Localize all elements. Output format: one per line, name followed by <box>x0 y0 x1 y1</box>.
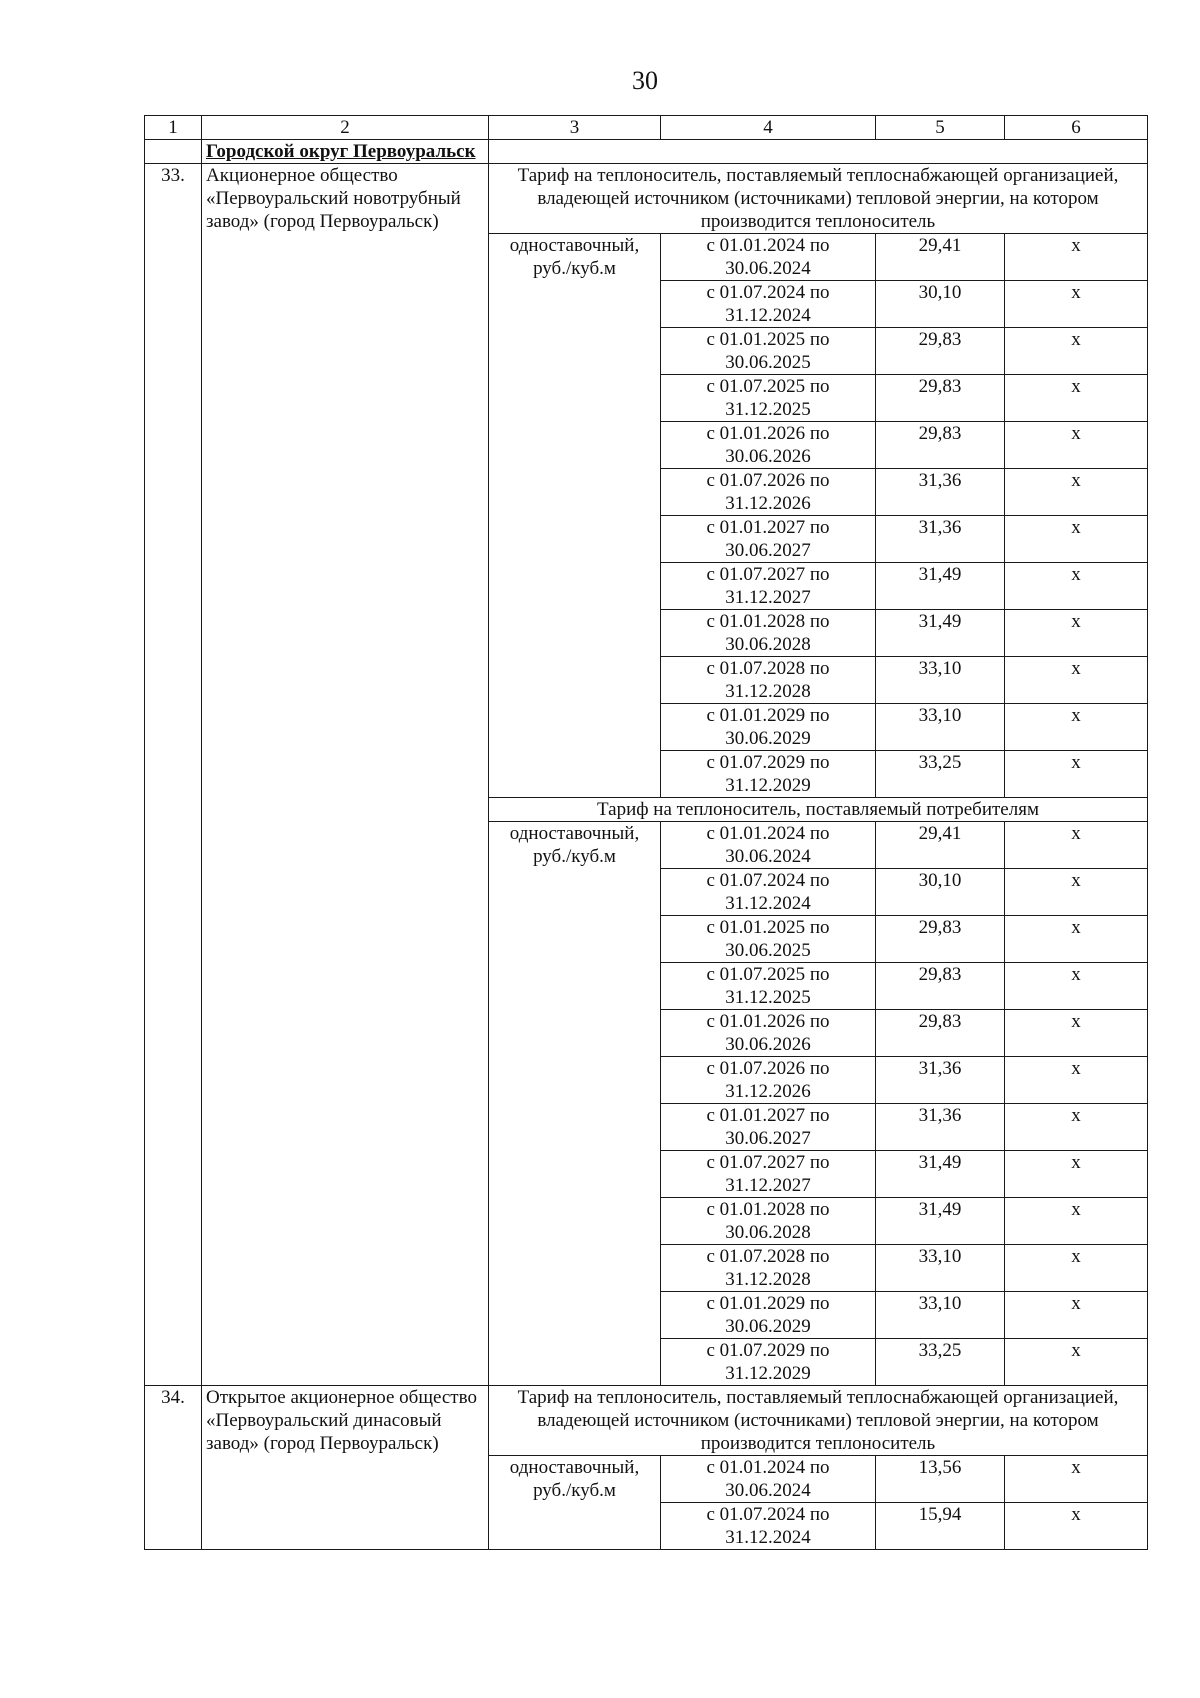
tariff-value: 30,10 <box>876 281 1005 328</box>
period-cell: с 01.01.2024 по 30.06.2024 <box>661 234 876 281</box>
period-cell: с 01.01.2026 по 30.06.2026 <box>661 1010 876 1057</box>
tariff-value: 29,41 <box>876 822 1005 869</box>
tariff-section-title: Тариф на теплоноситель, поставляемый потребителям <box>489 798 1148 822</box>
period-cell: с 01.07.2027 по 31.12.2027 <box>661 563 876 610</box>
column-number: 6 <box>1005 116 1148 140</box>
mark-cell: х <box>1005 563 1148 610</box>
page-number: 30 <box>632 66 658 95</box>
period-cell: с 01.01.2028 по 30.06.2028 <box>661 610 876 657</box>
period-cell: с 01.07.2028 по 31.12.2028 <box>661 657 876 704</box>
mark-cell: х <box>1005 1198 1148 1245</box>
tariff-value: 29,83 <box>876 916 1005 963</box>
period-cell: с 01.01.2026 по 30.06.2026 <box>661 422 876 469</box>
period-cell: с 01.07.2027 по 31.12.2027 <box>661 1151 876 1198</box>
tariff-value: 33,10 <box>876 704 1005 751</box>
period-cell: с 01.01.2024 по 30.06.2024 <box>661 822 876 869</box>
period-cell: с 01.01.2024 по 30.06.2024 <box>661 1456 876 1503</box>
period-cell: с 01.07.2026 по 31.12.2026 <box>661 1057 876 1104</box>
column-number: 3 <box>489 116 661 140</box>
tariff-value: 29,41 <box>876 234 1005 281</box>
period-cell: с 01.01.2029 по 30.06.2029 <box>661 704 876 751</box>
mark-cell: х <box>1005 1245 1148 1292</box>
mark-cell: х <box>1005 1151 1148 1198</box>
mark-cell: х <box>1005 751 1148 798</box>
district-number-cell <box>145 140 202 164</box>
tariff-type: одноставочный, руб./куб.м <box>489 822 661 1386</box>
tariff-section-title: Тариф на теплоноситель, поставляемый теплоснабжающей организацией, владеющей источником (источниками) тепловой энергии, на котором производится теплоноситель <box>489 164 1148 234</box>
tariff-value: 33,10 <box>876 1292 1005 1339</box>
tariff-value: 31,36 <box>876 516 1005 563</box>
mark-cell: х <box>1005 1010 1148 1057</box>
tariff-value: 29,83 <box>876 1010 1005 1057</box>
tariff-value: 31,36 <box>876 1104 1005 1151</box>
period-cell: с 01.01.2029 по 30.06.2029 <box>661 1292 876 1339</box>
entry-number: 34. <box>145 1386 202 1550</box>
mark-cell: х <box>1005 516 1148 563</box>
tariff-value: 29,83 <box>876 963 1005 1010</box>
mark-cell: х <box>1005 422 1148 469</box>
tariff-value: 31,36 <box>876 1057 1005 1104</box>
tariff-value: 31,49 <box>876 1151 1005 1198</box>
mark-cell: х <box>1005 234 1148 281</box>
district-row <box>145 140 1148 164</box>
mark-cell: х <box>1005 1292 1148 1339</box>
tariff-type: одноставочный, руб./куб.м <box>489 234 661 798</box>
period-cell: с 01.07.2024 по 31.12.2024 <box>661 1503 876 1550</box>
period-cell: с 01.07.2025 по 31.12.2025 <box>661 963 876 1010</box>
period-cell: с 01.01.2025 по 30.06.2025 <box>661 916 876 963</box>
organization-name: Акционерное общество «Первоуральский новотрубный завод» (город Первоуральск) <box>202 164 489 1386</box>
period-cell: с 01.07.2029 по 31.12.2029 <box>661 1339 876 1386</box>
mark-cell: х <box>1005 469 1148 516</box>
tariff-value: 33,10 <box>876 657 1005 704</box>
tariff-value: 15,94 <box>876 1503 1005 1550</box>
period-cell: с 01.01.2028 по 30.06.2028 <box>661 1198 876 1245</box>
tariff-type: одноставочный, руб./куб.м <box>489 1456 661 1550</box>
tariff-value: 29,83 <box>876 328 1005 375</box>
period-cell: с 01.07.2028 по 31.12.2028 <box>661 1245 876 1292</box>
mark-cell: х <box>1005 281 1148 328</box>
tariff-value: 30,10 <box>876 869 1005 916</box>
mark-cell: х <box>1005 1339 1148 1386</box>
column-number: 4 <box>661 116 876 140</box>
tariff-value: 29,83 <box>876 375 1005 422</box>
mark-cell: х <box>1005 916 1148 963</box>
tariff-value: 31,49 <box>876 563 1005 610</box>
mark-cell: х <box>1005 1456 1148 1503</box>
period-cell: с 01.01.2027 по 30.06.2027 <box>661 1104 876 1151</box>
period-cell: с 01.07.2026 по 31.12.2026 <box>661 469 876 516</box>
period-cell: с 01.01.2025 по 30.06.2025 <box>661 328 876 375</box>
period-cell: с 01.01.2027 по 30.06.2027 <box>661 516 876 563</box>
entry-number: 33. <box>145 164 202 1386</box>
mark-cell: х <box>1005 963 1148 1010</box>
district-empty-cell <box>489 140 1148 164</box>
tariff-table <box>144 115 1148 1550</box>
tariff-section-title-row <box>145 164 1148 234</box>
period-cell: с 01.07.2025 по 31.12.2025 <box>661 375 876 422</box>
tariff-value: 31,36 <box>876 469 1005 516</box>
period-cell: с 01.07.2024 по 31.12.2024 <box>661 869 876 916</box>
tariff-value: 33,25 <box>876 1339 1005 1386</box>
mark-cell: х <box>1005 1104 1148 1151</box>
mark-cell: х <box>1005 375 1148 422</box>
mark-cell: х <box>1005 1057 1148 1104</box>
mark-cell: х <box>1005 328 1148 375</box>
tariff-value: 29,83 <box>876 422 1005 469</box>
mark-cell: х <box>1005 657 1148 704</box>
organization-name: Открытое акционерное общество «Первоуральский динасовый завод» (город Первоуральск) <box>202 1386 489 1550</box>
column-number: 1 <box>145 116 202 140</box>
tariff-value: 31,49 <box>876 610 1005 657</box>
mark-cell: х <box>1005 610 1148 657</box>
column-number: 5 <box>876 116 1005 140</box>
mark-cell: х <box>1005 869 1148 916</box>
tariff-value: 33,10 <box>876 1245 1005 1292</box>
mark-cell: х <box>1005 822 1148 869</box>
column-number-row <box>145 116 1148 140</box>
tariff-value: 31,49 <box>876 1198 1005 1245</box>
mark-cell: х <box>1005 704 1148 751</box>
column-number: 2 <box>202 116 489 140</box>
tariff-value: 13,56 <box>876 1456 1005 1503</box>
tariff-section-title-row <box>145 1386 1148 1456</box>
district-name: Городской округ Первоуральск <box>202 140 489 164</box>
period-cell: с 01.07.2024 по 31.12.2024 <box>661 281 876 328</box>
tariff-value: 33,25 <box>876 751 1005 798</box>
period-cell: с 01.07.2029 по 31.12.2029 <box>661 751 876 798</box>
mark-cell: х <box>1005 1503 1148 1550</box>
tariff-section-title: Тариф на теплоноситель, поставляемый теплоснабжающей организацией, владеющей источником (источниками) тепловой энергии, на котором производится теплоноситель <box>489 1386 1148 1456</box>
